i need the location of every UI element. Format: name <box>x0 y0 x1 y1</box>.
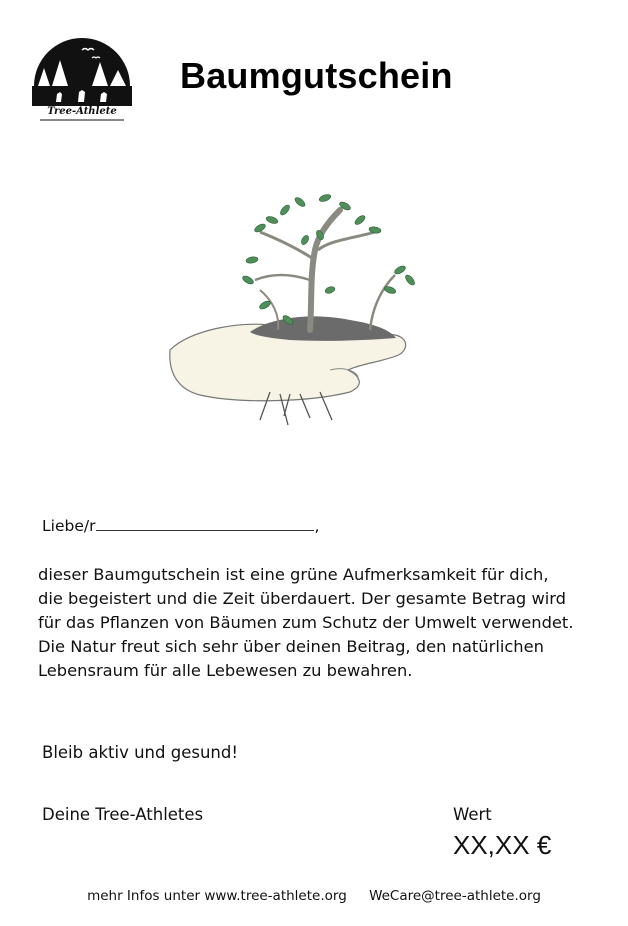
salutation-suffix: , <box>314 517 320 535</box>
logo-text: Tree-Athlete <box>47 106 117 117</box>
value-label: Wert <box>453 805 492 824</box>
voucher-body-text: dieser Baumgutschein ist eine grüne Aufmerksamkeit für dich, die begeistert und die Zeit überdauert. Der gesamte Betrag wird für das Pflanzen von Bäumen zum Schutz der Umwelt verwendet. Die Natur freut sich sehr über deinen Beitrag, den natürlichen Lebensraum für alle Lebewesen zu bewahren. <box>38 565 574 680</box>
signoff-text: Deine Tree-Athletes <box>42 805 204 824</box>
footer-info-link: mehr Infos unter www.tree-athlete.org <box>87 888 347 904</box>
closing-text: Bleib aktiv und gesund! <box>42 743 238 762</box>
footer <box>0 888 628 904</box>
salutation-line <box>42 516 319 535</box>
hand-holding-tree-icon <box>160 180 450 440</box>
salutation-prefix: Liebe/r <box>42 517 96 535</box>
page-title: Baumgutschein <box>180 55 453 96</box>
voucher-amount: XX,XX € <box>453 830 552 860</box>
footer-email: WeCare@tree-athlete.org <box>369 888 541 904</box>
recipient-name-blank <box>96 516 314 531</box>
